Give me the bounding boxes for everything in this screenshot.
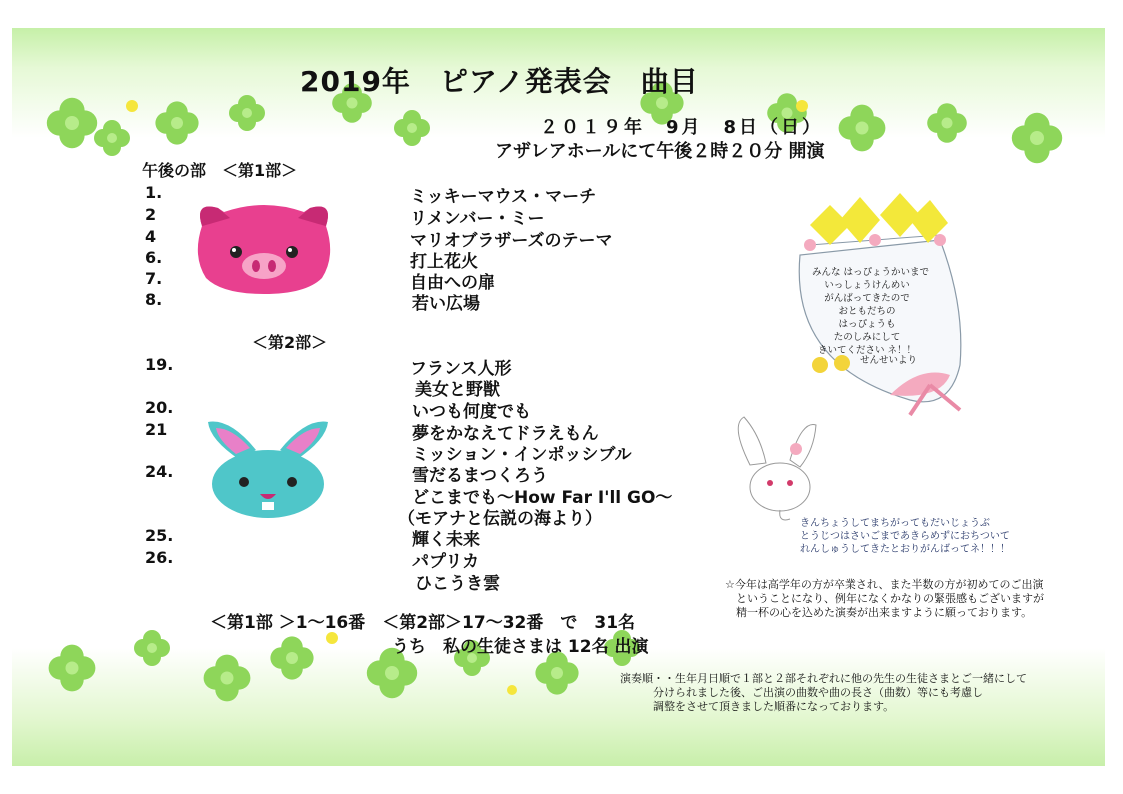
page-title: 2019年 ピアノ発表会 曲目 xyxy=(300,65,699,98)
program-number: 25. xyxy=(145,526,174,545)
program-song: フランス人形 xyxy=(410,359,512,379)
pig-face-icon xyxy=(190,196,338,296)
program-number: 7. xyxy=(145,269,163,288)
program-number: 19. xyxy=(145,355,174,374)
program-song: リメンバー・ミー xyxy=(410,209,545,229)
part2-heading: ＜第2部＞ xyxy=(252,333,328,352)
program-number: 6. xyxy=(145,248,163,267)
program-song: ひこうき雲 xyxy=(415,574,500,594)
program-song: 夢をかなえてドラえもん xyxy=(412,424,599,444)
note-order: 演奏順・・生年月日順で１部と２部それぞれに他の先生の生徒さまとご一緒にして 分けられました後、ご出演の曲数や曲の長さ（曲数）等にも考慮し 調整をさせて頂きました順番になっております。 xyxy=(620,672,1027,713)
program-song: ミッション・インポッシブル xyxy=(412,445,632,465)
concert-venue: アザレアホールにて午後２時２０分 開演 xyxy=(495,141,825,162)
bunny-message: きんちょうしてまちがってもだいじょうぶ とうじつはさいごまであきらめずにおちついて れんしゅうしてきたとおりがんばってネ！！！ xyxy=(800,518,1010,555)
program-song: （モアナと伝説の海より） xyxy=(398,509,602,529)
program-song: ミッキーマウス・マーチ xyxy=(410,187,597,207)
program-number: 2 xyxy=(145,205,157,224)
bouquet-message: みんな はっぴょうかいまで いっしょうけんめい がんばってきたので おともだちの はっぴょうも たのしみにして きいてください ネ！！ xyxy=(812,267,930,356)
concert-date: ２０１９年 9月 8日（日） xyxy=(540,117,824,138)
program-number: 4 xyxy=(145,227,157,246)
program-song: いつも何度でも xyxy=(412,402,531,422)
program-number: 21 xyxy=(145,420,168,439)
program-number: 1. xyxy=(145,183,163,202)
program-number: 8. xyxy=(145,290,163,309)
program-song: 打上花火 xyxy=(410,252,478,272)
program-number: 24. xyxy=(145,462,174,481)
program-number: 26. xyxy=(145,548,174,567)
program-song: 雪だるまつくろう xyxy=(412,466,548,486)
program-song: 自由への扉 xyxy=(410,273,495,293)
program-song: 若い広場 xyxy=(412,294,480,314)
bunny-icon xyxy=(730,415,830,525)
clover-icon xyxy=(47,98,97,148)
program-song: どこまでも～How Far I'll GO～ xyxy=(412,488,673,508)
program-number: 20. xyxy=(145,398,174,417)
note-graduates: ☆今年は高学年の方が卒業され、また半数の方が初めてのご出演 ということになり、例年になくかなりの緊張感もございますが 精一杯の心を込めた演奏が出来ますように願っております。 xyxy=(725,578,1044,619)
bunny-face-icon xyxy=(200,410,336,520)
summary-line2: うち 私の生徒さまは 12名 出演 xyxy=(392,637,649,657)
program-song: 美女と野獣 xyxy=(415,380,500,400)
program-song: マリオブラザーズのテーマ xyxy=(410,231,613,251)
summary-line1: ＜第1部 ＞1～16番 ＜第2部＞17～32番 で 31名 xyxy=(210,613,636,633)
program-song: パプリカ xyxy=(412,552,480,572)
program-song: 輝く未来 xyxy=(412,530,480,550)
part1-heading: 午後の部 ＜第1部＞ xyxy=(142,161,298,180)
bouquet-signature: せんせいより xyxy=(860,355,918,366)
